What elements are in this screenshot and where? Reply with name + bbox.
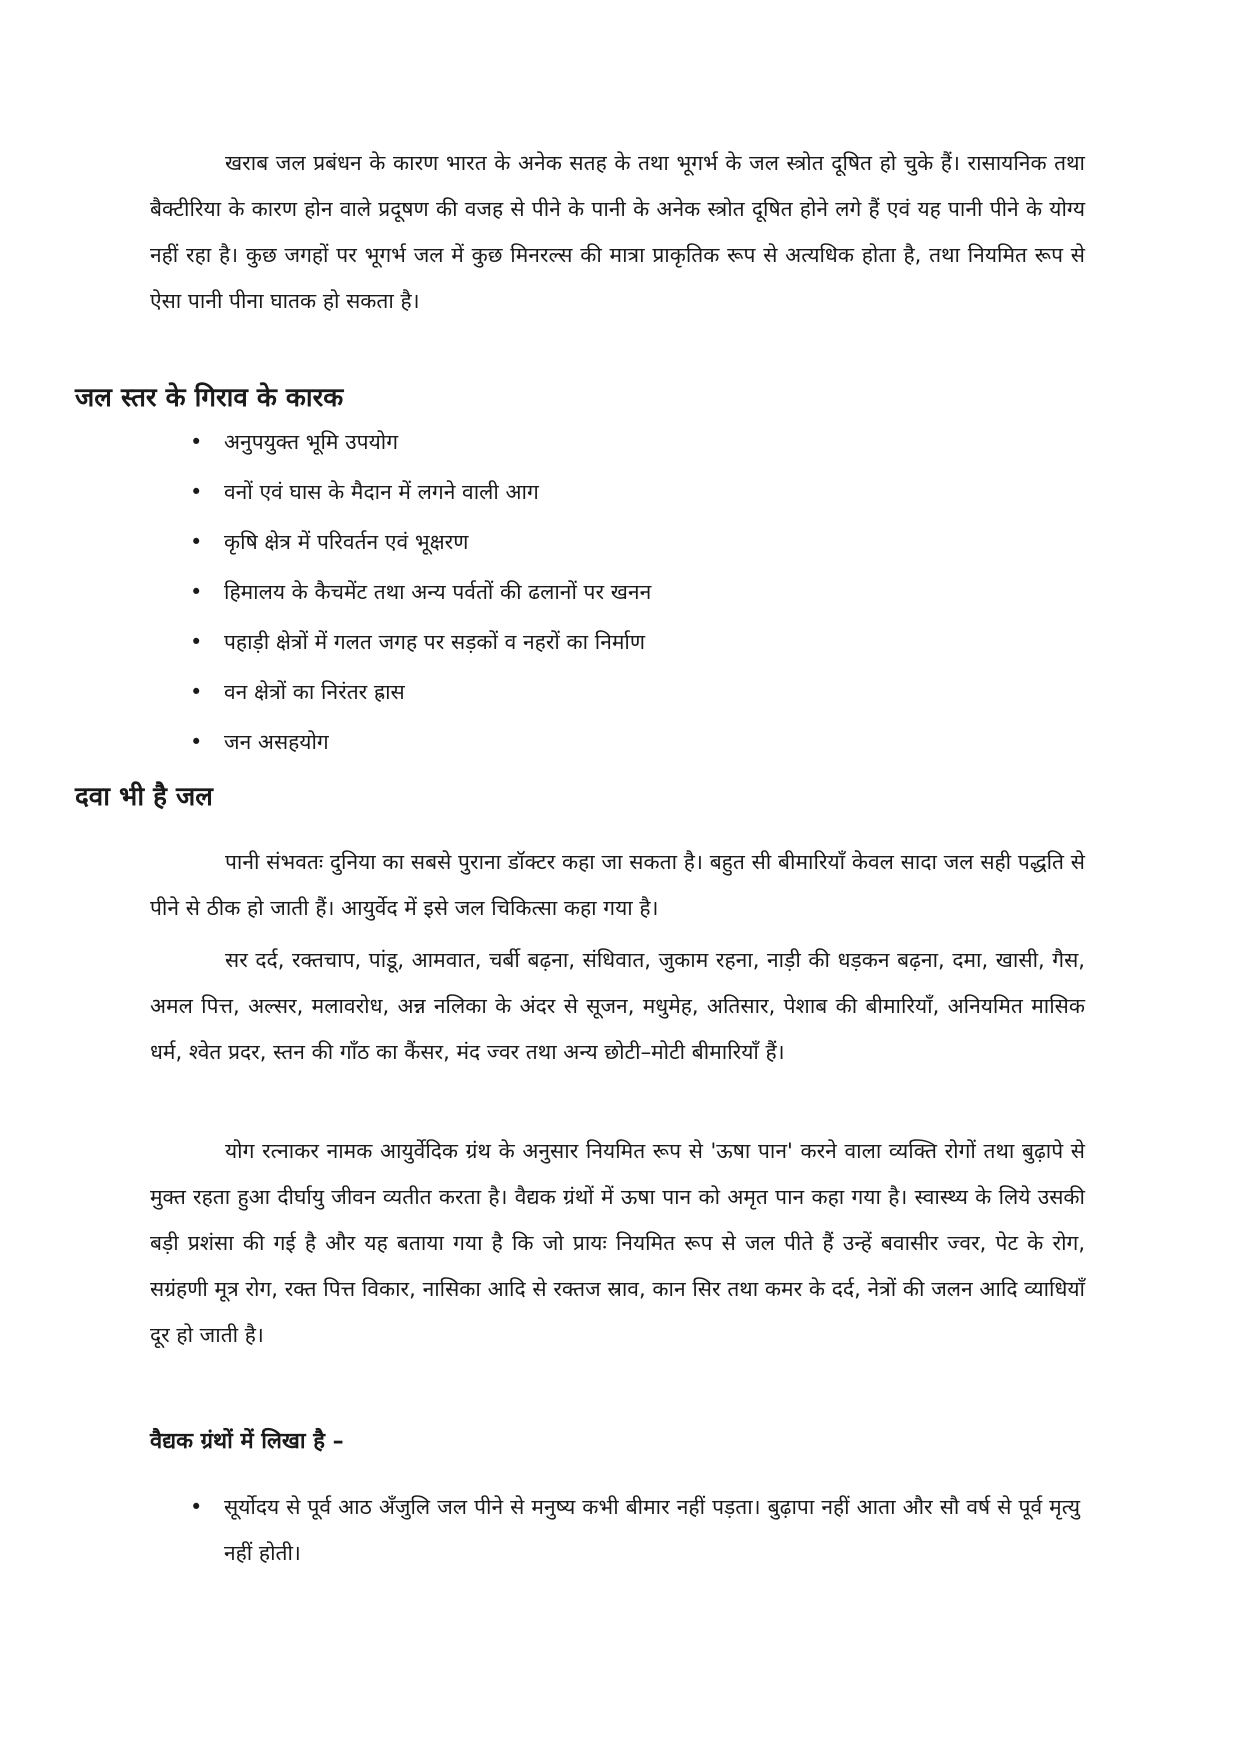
list-item-text: हिमालय के कैचमेंट तथा अन्य पर्वतों की ढलानों पर खनन [224,580,652,604]
list-item-text: सूर्योदय से पूर्व आठ अँजुलि जल पीने से मनुष्य कभी बीमार नहीं पड़ता। बुढ़ापा नहीं आता और सौ वर्ष से पूर्व मृत्यु नहीं होती। [224,1495,1080,1565]
list-item-text: कृषि क्षेत्र में परिवर्तन एवं भूक्षरण [224,530,469,554]
paragraph-water-doctor: पानी संभवतः दुनिया का सबसे पुराना डॉक्टर कहा जा सकता है। बहुत सी बीमारियाँ केवल सादा जल सही पद्धति से पीने से ठीक हो जाती हैं। आयुर्वेद में इसे जल चिकित्सा कहा गया है। [150,850,1085,920]
list-item [190,1484,1080,1576]
list-item [190,678,1080,728]
list-item-text: पहाड़ी क्षेत्रों में गलत जगह पर सड़कों व नहरों का निर्माण [224,630,646,654]
bullet-icon: • [190,480,203,504]
bullet-icon: • [190,430,203,454]
list-item-text: अनुपयुक्त भूमि उपयोग [224,430,399,454]
bullet-icon: • [190,580,203,604]
list-item [190,728,1080,778]
list-item-text: जन असहयोग [224,730,329,754]
causes-list [190,428,1080,778]
bullet-icon: • [190,680,203,704]
paragraph-water-pollution: खराब जल प्रबंधन के कारण भारत के अनेक सतह के तथा भूगर्भ के जल स्त्रोत दूषित हो चुके हैं। रासायनिक तथा बैक्टीरिया के कारण होन वाले प्रदूषण की वजह से पीने के पानी के अनेक स्त्रोत दूषित होने लगे हैं एवं यह पानी पीने के योग्य नहीं रहा है। कुछ जगहों पर भूगर्भ जल में कुछ मिनरल्स की मात्रा प्राकृतिक रूप से अत्यधिक होता है, तथा नियमित रूप से ऐसा पानी पीना घातक हो सकता है। [150,151,1085,313]
list-item-text: वनों एवं घास के मैदान में लगने वाली आग [224,480,539,504]
heading-vaidyak-texts: वैद्यक ग्रंथों में लिखा है – [150,1429,344,1454]
list-item-text: वन क्षेत्रों का निरंतर ह्रास [224,680,405,704]
list-item [190,628,1080,678]
bullet-icon: • [190,730,203,754]
bullet-icon: • [190,1495,203,1519]
heading-water-is-medicine: दवा भी है जल [75,782,213,812]
list-item [190,528,1080,578]
paragraph-diseases-list: सर दर्द, रक्तचाप, पांडू, आमवात, चर्बी बढ़ना, संधिवात, जुकाम रहना, नाड़ी की धड़कन बढ़ना, दमा, खासी, गैस, अमल पित्त, अल्सर, मलावरोध, अन्न नलिका के अंदर से सूजन, मधुमेह, अतिसार, पेशाब की बीमारियाँ, अनियमित मासिक धर्म, श्वेत प्रदर, स्तन की गाँठ का कैंसर, मंद ज्वर तथा अन्य छोटी–मोटी बीमारियाँ हैं। [150,948,1085,1064]
heading-water-level-decline-causes: जल स्तर के गिराव के कारक [75,383,344,413]
bullet-icon: • [190,630,203,654]
paragraph-yoga-ratnakar: योग रत्नाकर नामक आयुर्वेदिक ग्रंथ के अनुसार नियमित रूप से 'ऊषा पान' करने वाला व्यक्ति रोगों तथा बुढ़ापे से मुक्त रहता हुआ दीर्घायु जीवन व्यतीत करता है। वैद्यक ग्रंथों में ऊषा पान को अमृत पान कहा गया है। स्वास्थ्य के लिये उसकी बड़ी प्रशंसा की गई है और यह बताया गया है कि जो प्रायः नियमित रूप से जल पीते हैं उन्हें बवासीर ज्वर, पेट के रोग, सग्रंहणी मूत्र रोग, रक्त पित्त विकार, नासिका आदि से रक्तज स्राव, कान सिर तथा कमर के दर्द, नेत्रों की जलन आदि व्याधियाँ दूर हो जाती है। [150,1139,1085,1347]
vaidyak-list [190,1484,1080,1576]
list-item [190,478,1080,528]
list-item [190,428,1080,478]
bullet-icon: • [190,530,203,554]
list-item [190,578,1080,628]
